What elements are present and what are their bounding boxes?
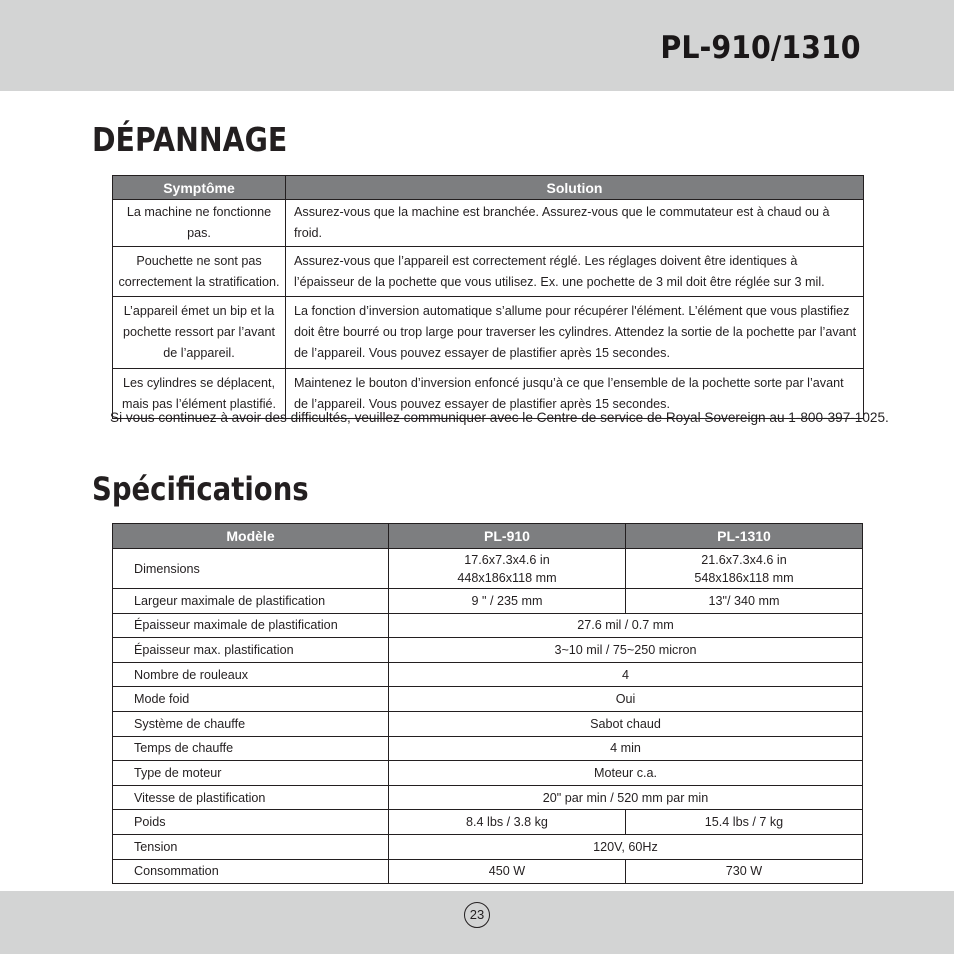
spec-value-shared: 4 min bbox=[389, 736, 863, 761]
solution-cell: Assurez-vous que la machine est branchée. Assurez-vous que le commutateur est à chaud ou à froid. bbox=[286, 200, 864, 247]
table-row bbox=[113, 859, 863, 884]
table-row bbox=[113, 200, 864, 247]
spec-value-pl1310: 15.4 lbs / 7 kg bbox=[626, 810, 863, 835]
table-row bbox=[113, 761, 863, 786]
troubleshooting-title: DÉPANNAGE bbox=[92, 120, 288, 159]
table-row bbox=[113, 613, 863, 638]
spec-value-shared: 3~10 mil / 75~250 micron bbox=[389, 638, 863, 663]
spec-value-shared: Moteur c.a. bbox=[389, 761, 863, 786]
table-row bbox=[113, 736, 863, 761]
table-row bbox=[113, 687, 863, 712]
symptom-cell: L’appareil émet un bip et la pochette ressort par l’avant de l’appareil. bbox=[113, 297, 286, 369]
table-row bbox=[113, 549, 863, 589]
spec-value-shared: 27.6 mil / 0.7 mm bbox=[389, 613, 863, 638]
table-row bbox=[113, 711, 863, 736]
spec-label: Largeur maximale de plastification bbox=[113, 589, 389, 614]
column-header-pl910: PL-910 bbox=[389, 524, 626, 549]
table-row bbox=[113, 297, 864, 369]
solution-cell: Maintenez le bouton d’inversion enfoncé jusqu’à ce que l’ensemble de la pochette sorte par l’avant de l’appareil. Vous pouvez essayer de plastifier après 15 secondes. bbox=[286, 369, 864, 419]
spec-label: Consommation bbox=[113, 859, 389, 884]
spec-value-pl910: 17.6x7.3x4.6 in 448x186x118 mm bbox=[389, 549, 626, 589]
spec-value-pl1310: 13"/ 340 mm bbox=[626, 589, 863, 614]
solution-cell: La fonction d’inversion automatique s’allume pour récupérer l'élément. L’élément que vous plastifiez doit être bourré ou trop large pour traverser les cylindres. Attendez la sortie de la pochette par l’avant de l’appareil. Vous pouvez essayer de plastifier après 15 secondes. bbox=[286, 297, 864, 369]
table-row bbox=[113, 638, 863, 663]
troubleshooting-header-row bbox=[113, 176, 864, 200]
spec-label: Dimensions bbox=[113, 549, 389, 589]
support-note: Si vous continuez à avoir des difficultés, veuillez communiquer avec le Centre de service de Royal Sovereign au 1-800-397-1025. bbox=[110, 410, 889, 425]
specifications-title: Spécifications bbox=[92, 470, 309, 508]
solution-cell: Assurez-vous que l’appareil est correctement réglé. Les réglages doivent être identiques à l’épaisseur de la pochette que vous utilisez. Ex. une pochette de 3 mil doit être réglée sur 3 mil. bbox=[286, 247, 864, 297]
spec-value-shared: Oui bbox=[389, 687, 863, 712]
spec-label: Mode foid bbox=[113, 687, 389, 712]
spec-value-pl910: 450 W bbox=[389, 859, 626, 884]
table-row bbox=[113, 662, 863, 687]
symptom-cell: Les cylindres se déplacent, mais pas l’élément plastifié. bbox=[113, 369, 286, 419]
spec-value-pl1310: 730 W bbox=[626, 859, 863, 884]
spec-value-shared: 4 bbox=[389, 662, 863, 687]
spec-value-shared: 20" par min / 520 mm par min bbox=[389, 785, 863, 810]
spec-label: Vitesse de plastification bbox=[113, 785, 389, 810]
table-row bbox=[113, 247, 864, 297]
spec-label: Tension bbox=[113, 834, 389, 859]
column-header-symptom: Symptôme bbox=[113, 176, 286, 200]
specifications-header-row bbox=[113, 524, 863, 549]
spec-label: Poids bbox=[113, 810, 389, 835]
spec-value-shared: Sabot chaud bbox=[389, 711, 863, 736]
spec-label: Épaisseur max. plastification bbox=[113, 638, 389, 663]
page-number: 23 bbox=[464, 902, 490, 928]
table-row bbox=[113, 785, 863, 810]
model-title: PL-910/1310 bbox=[660, 30, 861, 66]
spec-label: Temps de chauffe bbox=[113, 736, 389, 761]
spec-label: Épaisseur maximale de plastification bbox=[113, 613, 389, 638]
troubleshooting-table bbox=[112, 175, 864, 419]
table-row bbox=[113, 834, 863, 859]
specifications-table bbox=[112, 523, 863, 884]
symptom-cell: Pouchette ne sont pas correctement la stratification. bbox=[113, 247, 286, 297]
table-row bbox=[113, 810, 863, 835]
spec-label: Type de moteur bbox=[113, 761, 389, 786]
spec-value-pl1310: 21.6x7.3x4.6 in 548x186x118 mm bbox=[626, 549, 863, 589]
spec-value-pl910: 8.4 lbs / 3.8 kg bbox=[389, 810, 626, 835]
spec-label: Nombre de rouleaux bbox=[113, 662, 389, 687]
symptom-cell: La machine ne fonctionne pas. bbox=[113, 200, 286, 247]
column-header-solution: Solution bbox=[286, 176, 864, 200]
column-header-pl1310: PL-1310 bbox=[626, 524, 863, 549]
column-header-model: Modèle bbox=[113, 524, 389, 549]
table-row bbox=[113, 589, 863, 614]
spec-value-shared: 120V, 60Hz bbox=[389, 834, 863, 859]
spec-value-pl910: 9 " / 235 mm bbox=[389, 589, 626, 614]
spec-label: Système de chauffe bbox=[113, 711, 389, 736]
